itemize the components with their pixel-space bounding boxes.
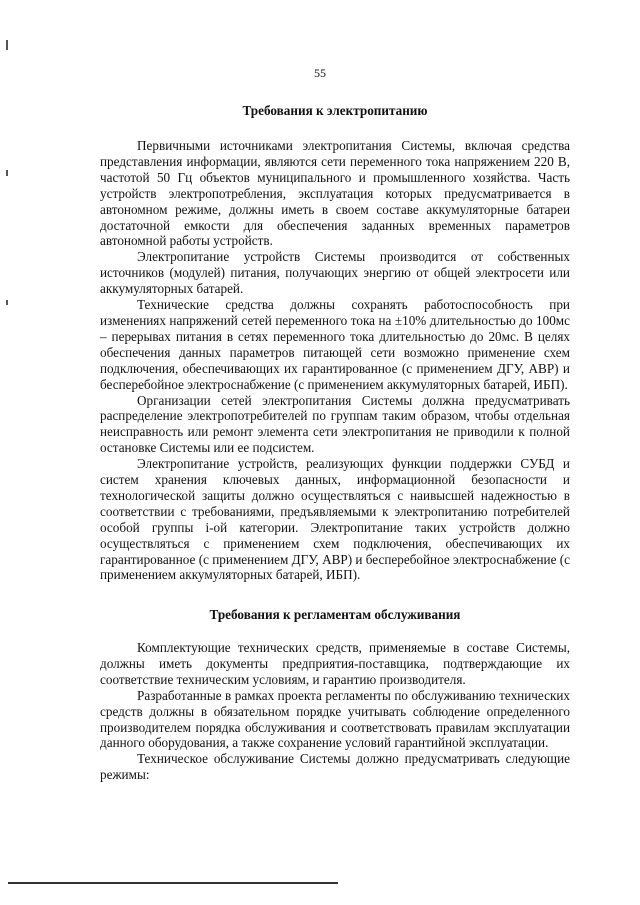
page-number: 55 [314,66,326,80]
paragraph: Технические средства должны сохранять работоспособность при изменениях напряжений сетей переменного тока на ±10% длительностью до 100мс – перерывах питания в сетях переменного тока длительностью до 20мс. В целях обеспечения данных параметров питающей сети возможно применение схем подключения, обеспечивающих их гарантированное (с применением ДГУ, АВР) и бесперебойное электроснабжение (с применением аккумуляторных батарей, ИБП). [100,297,570,392]
section-body-maintenance [100,640,570,783]
paragraph: Первичными источниками электропитания Системы, включая средства представления информации, являются сети переменного тока напряжением 220 В, частотой 50 Гц объектов муниципального и промышленного хозяйства. Часть устройств электропотребления, эксплуатация которых предусматривается в автономном режиме, должны иметь в своем составе аккумуляторные батареи достаточной емкости для обеспечения заданных временных параметров автономной работы устройств. [100,138,570,249]
scan-edge-mark [6,300,8,305]
paragraph: Электропитание устройств, реализующих функции поддержки СУБД и систем хранения ключевых данных, информационной безопасности и технологической защиты должно осуществляться с наивысшей надежностью в соответствии с требованиями, предъявляемыми к электропитанию потребителей особой группы i-ой категории. Электропитание таких устройств должно осуществляться с применением схем подключения, обеспечивающих их гарантированное (с применением ДГУ, АВР) и бесперебойное электроснабжение (с применением аккумуляторных батарей, ИБП). [100,456,570,583]
paragraph: Разработанные в рамках проекта регламенты по обслуживанию технических средств должны в обязательном порядке учитывать соблюдение определенного производителем порядка обслуживания и соответствовать правилам эксплуатации данного оборудования, а также сохранение условий гарантийной эксплуатации. [100,687,570,751]
paragraph: Техническое обслуживание Системы должно предусматривать следующие режимы: [100,751,570,783]
paragraph: Электропитание устройств Системы производится от собственных источников (модулей) питания, получающих энергию от общей электросети или аккумуляторных батарей. [100,249,570,297]
scan-edge-mark [6,170,8,176]
paragraph: Комплектующие технических средств, применяемые в составе Системы, должны иметь документы предприятия-поставщика, подтверждающие их соответствие техническим условиям, и гарантию производителя. [100,640,570,687]
scan-edge-mark [6,40,8,50]
section-title-power: Требования к электропитанию [242,103,428,118]
scan-bottom-edge [8,882,338,884]
section-title-maintenance: Требования к регламентам обслуживания [209,607,461,622]
section-body-power [100,138,570,583]
paragraph: Организации сетей электропитания Системы должна предусматривать распределение электропотребителей по группам таким образом, чтобы отдельная неисправность или ремонт элемента сети электропитания не приводили к полной остановке Системы или ее подсистем. [100,392,570,456]
